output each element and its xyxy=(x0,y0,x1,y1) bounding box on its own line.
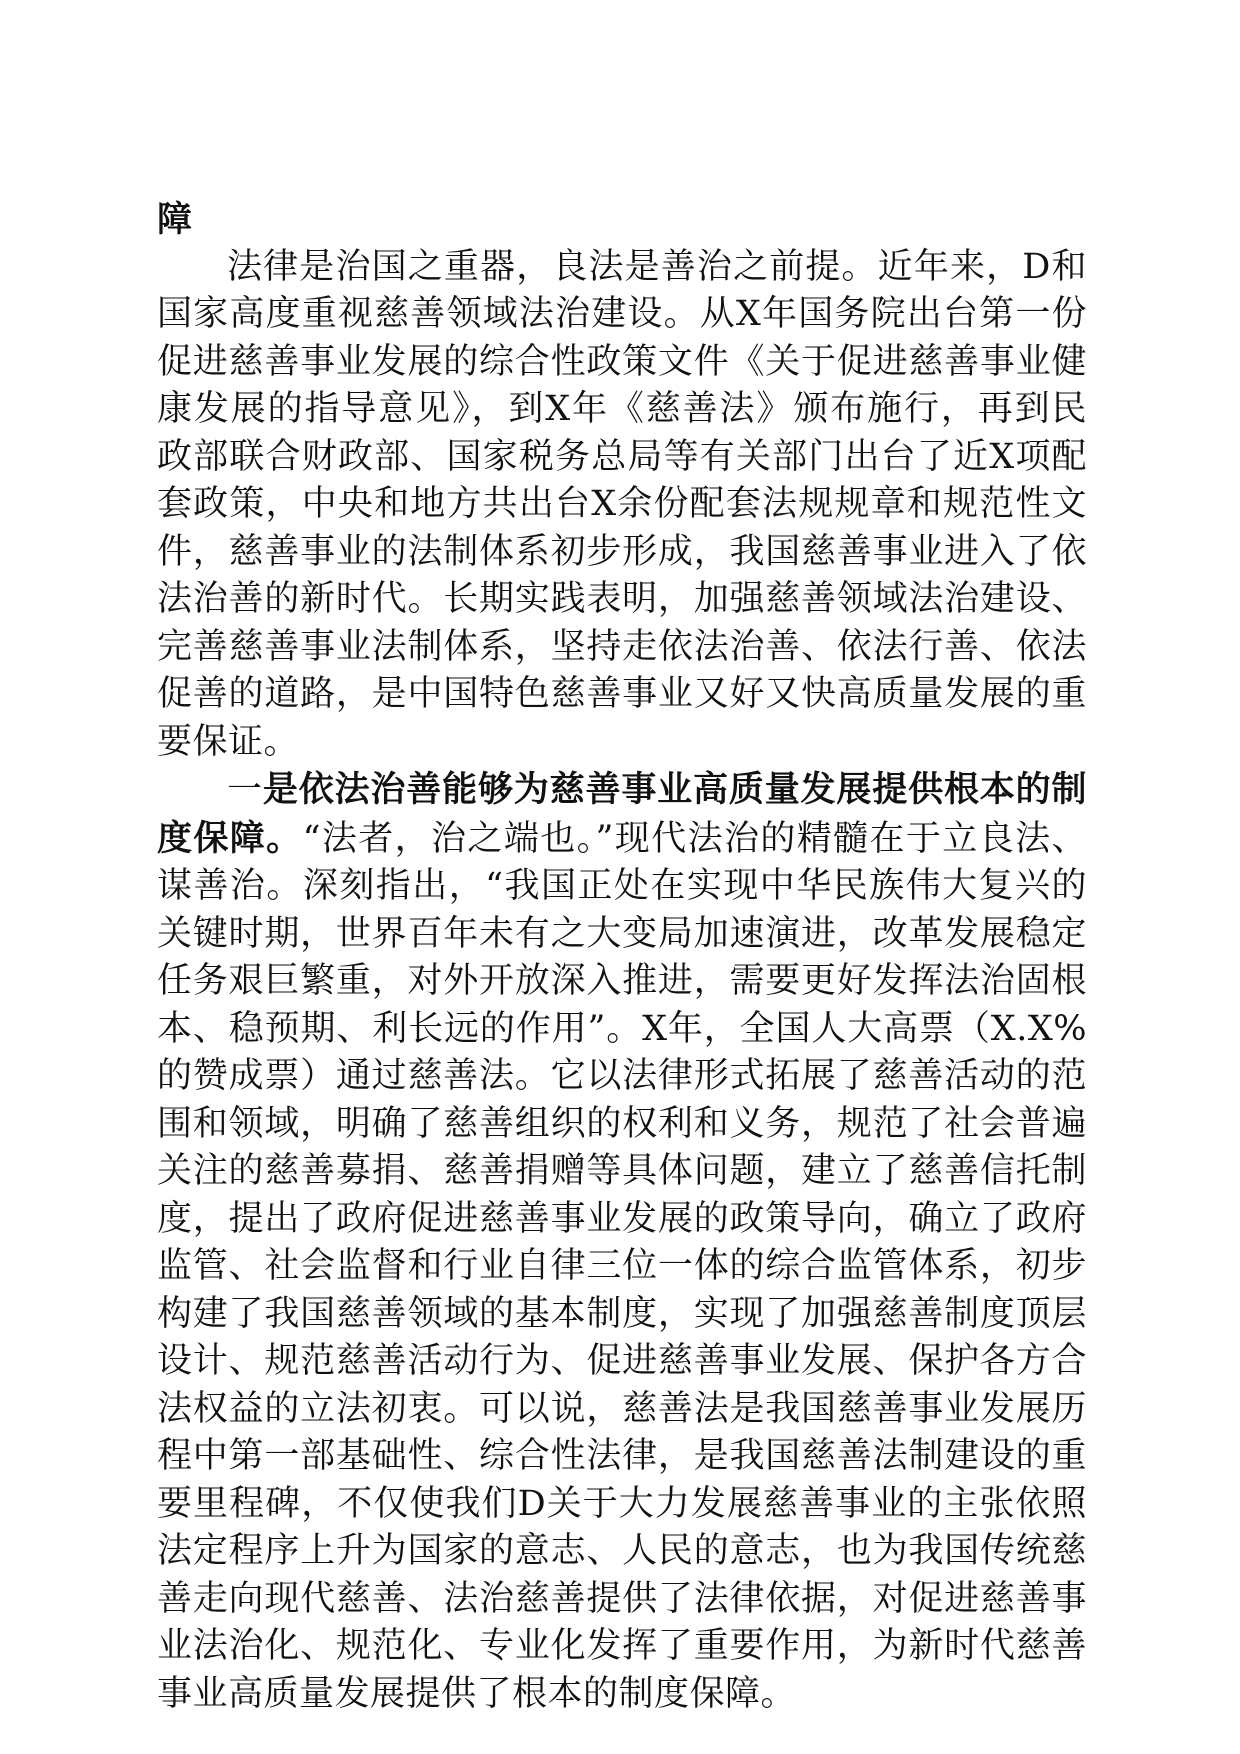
continued-heading-fragment: 障 xyxy=(157,199,193,240)
paragraph-point-one xyxy=(157,766,1087,1718)
paragraph-legal-background: 法律是治国之重器，良法是善治之前提。近年来，D和国家高度重视慈善领域法治建设。从X年国务院出台第一份促进慈善事业发展的综合性政策文件《关于促进慈善事业健康发展的指导意见》，到X年《慈善法》颁布施行，再到民政部联合财政部、国家税务总局等有关部门出台了近X项配套政策，中央和地方共出台X余份配套法规规章和规范性文件，慈善事业的法制体系初步形成，我国慈善事业进入了依法治善的新时代。长期实践表明，加强慈善领域法治建设、完善慈善事业法制体系，坚持走依法治善、依法行善、依法促善的道路，是中国特色慈善事业又好又快高质量发展的重要保证。 xyxy=(157,246,1087,762)
point-one-prefix: 一 xyxy=(227,770,263,810)
point-one-bold-heading: 是依法治善能够为慈善事业高质量发展提供根本的制度保障。 xyxy=(157,769,1087,859)
document-body xyxy=(157,196,1087,1718)
point-one-body-text: “法者，治之端也。”现代法治的精髓在于立良法、谋善治。深刻指出，“我国正处在实现中华民族伟大复兴的关键时期，世界百年未有之大变局加速演进，改革发展稳定任务艰巨繁重，对外开放深入推进，需要更好发挥法治固根本、稳预期、利长远的作用”。X年，全国人大高票（X.X%的赞成票）通过慈善法。它以法律形式拓展了慈善活动的范围和领域，明确了慈善组织的权利和义务，规范了社会普遍关注的慈善募捐、慈善捐赠等具体问题，建立了慈善信托制度，提出了政府促进慈善事业发展的政策导向，确立了政府监管、社会监督和行业自律三位一体的综合监管体系，初步构建了我国慈善领域的基本制度，实现了加强慈善制度顶层设计、规范慈善活动行为、促进慈善事业发展、保护各方合法权益的立法初衷。可以说，慈善法是我国慈善事业发展历程中第一部基础性、综合性法律，是我国慈善法制建设的重要里程碑，不仅使我们D关于大力发展慈善事业的主张依照法定程序上升为国家的意志、人民的意志，也为我国传统慈善走向现代慈善、法治慈善提供了法律依据，对促进慈善事业法治化、规范化、专业化发挥了重要作用，为新时代慈善事业高质量发展提供了根本的制度保障。 xyxy=(157,818,1087,1714)
